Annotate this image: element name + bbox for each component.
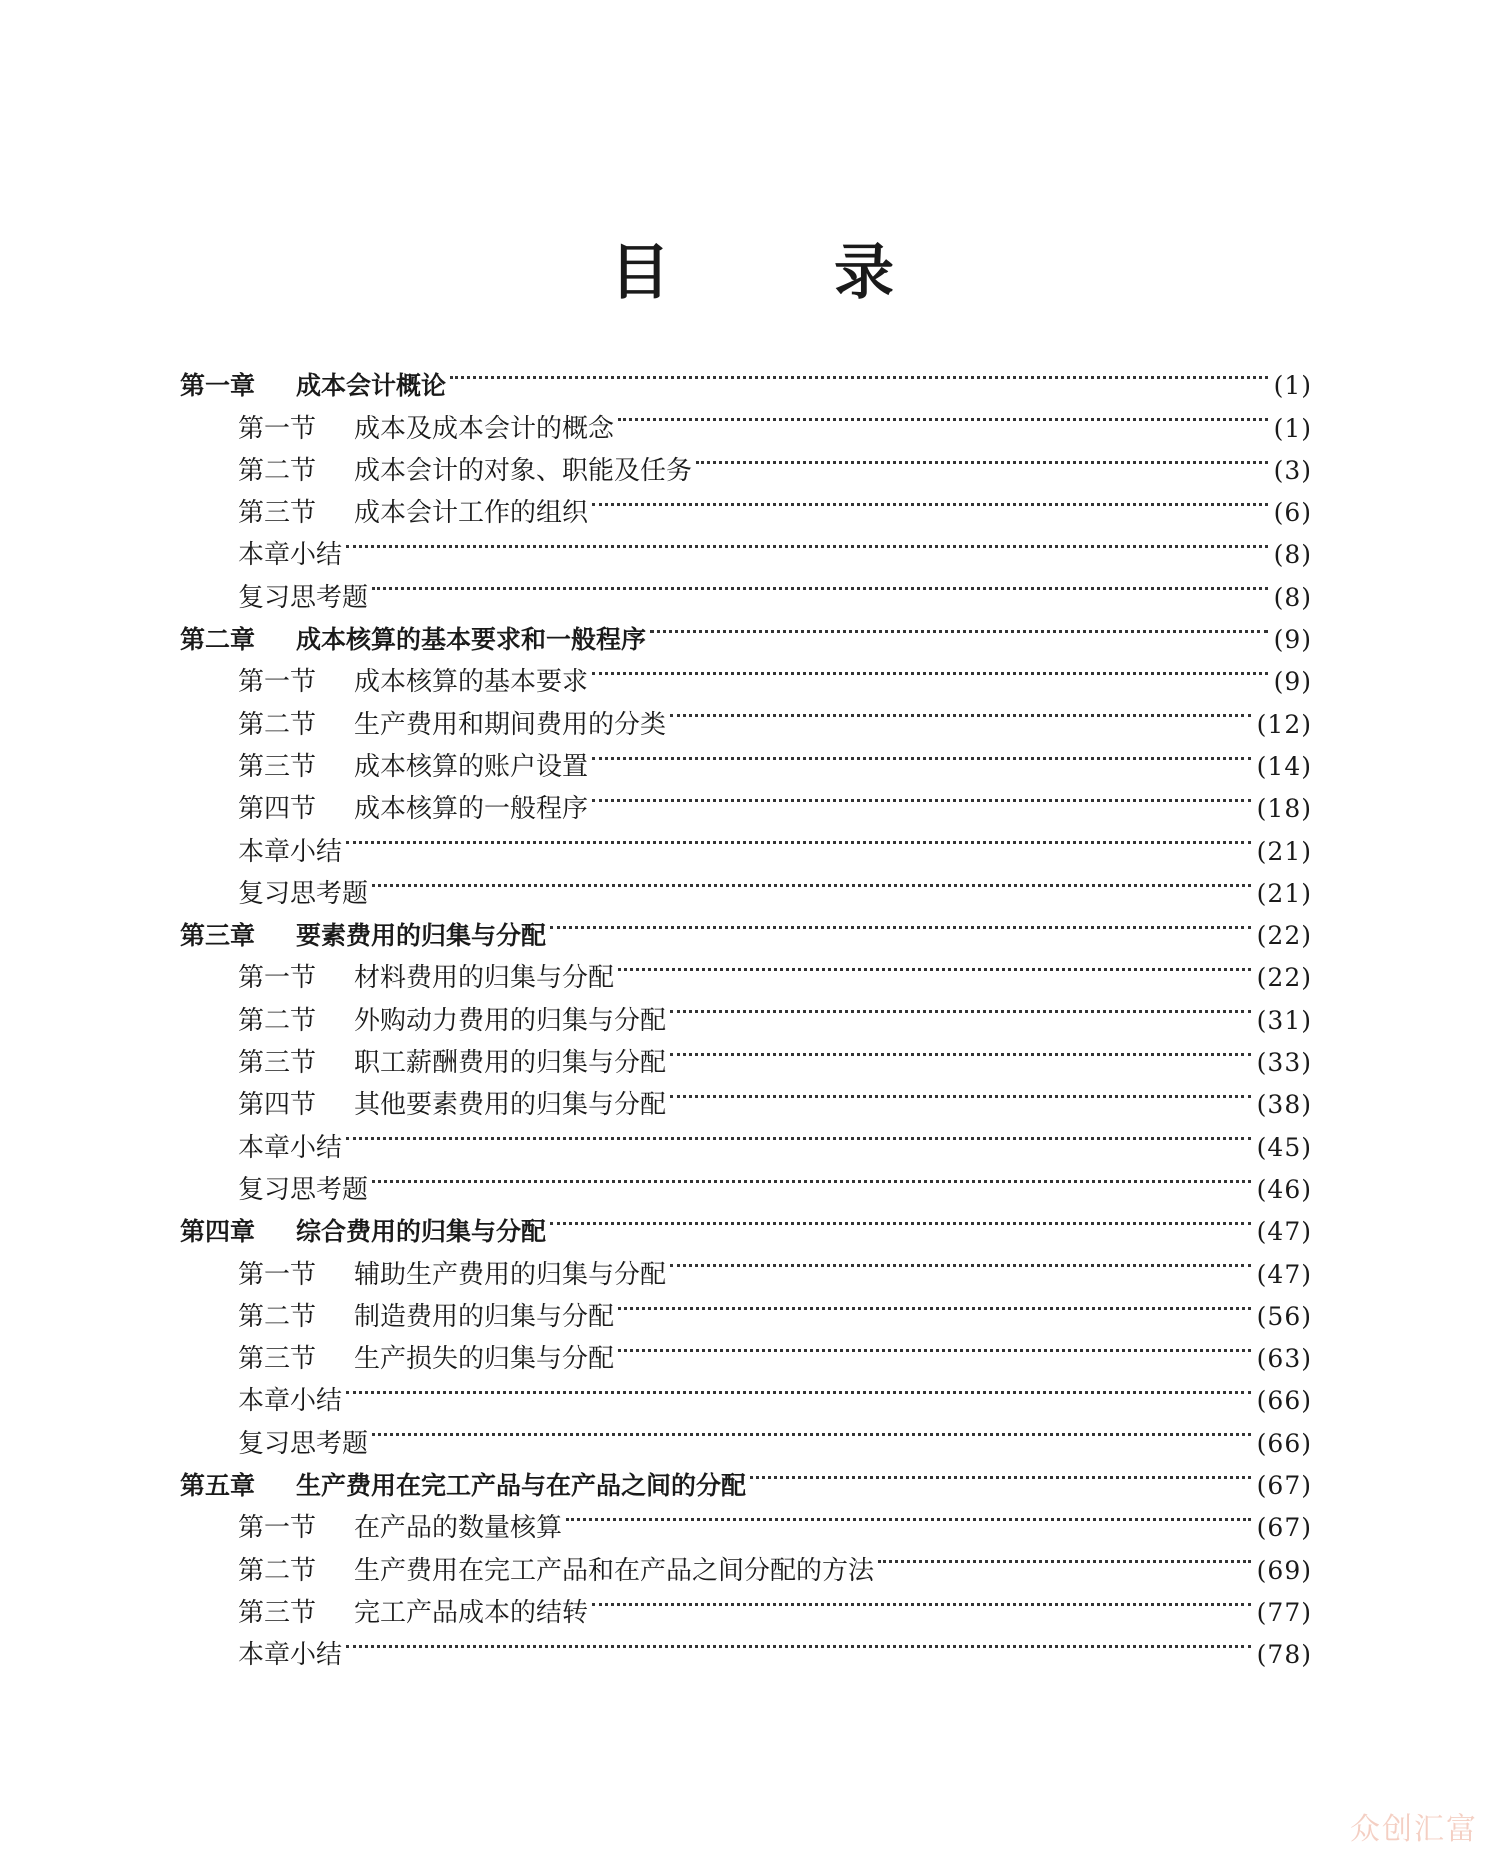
toc-entry-title: 材料费用的归集与分配: [354, 963, 615, 994]
toc-entry-title: 要素费用的归集与分配: [296, 921, 547, 951]
toc-entry-page: (9): [1273, 625, 1312, 655]
toc-entry-page: (3): [1273, 455, 1312, 485]
toc-leader-dots: [592, 648, 1268, 690]
toc-entry-title: 生产损失的归集与分配: [354, 1344, 615, 1375]
toc-leader-dots: [346, 1113, 1251, 1155]
toc-entry-title: 本章小结: [238, 1386, 343, 1417]
toc-entry-page: (45): [1256, 1132, 1312, 1162]
toc-entry-number: 第一节: [238, 413, 317, 444]
toc-leader-dots: [592, 733, 1251, 775]
toc-entry-title: 复习思考题: [238, 1428, 369, 1459]
toc-section-entry: [180, 1409, 1312, 1459]
toc-leader-dots: [618, 1325, 1251, 1367]
toc-entry-page: (22): [1256, 963, 1312, 993]
toc-entry-number: 第四章: [180, 1217, 256, 1247]
toc-leader-dots: [346, 521, 1268, 563]
toc-entry-number: 第二节: [238, 1555, 317, 1586]
table-of-contents: [180, 352, 1312, 1671]
toc-entry-page: (33): [1256, 1048, 1312, 1078]
toc-entry-number: 第三节: [238, 751, 317, 782]
toc-entry-page: (66): [1256, 1428, 1312, 1458]
toc-entry-page: (47): [1256, 1217, 1312, 1247]
toc-leader-dots: [372, 1156, 1251, 1198]
toc-leader-dots: [372, 1409, 1251, 1451]
toc-entry-page: (1): [1273, 371, 1312, 401]
toc-leader-dots: [670, 1240, 1251, 1282]
toc-leader-dots: [618, 944, 1251, 986]
toc-entry-title: 成本会计的对象、职能及任务: [354, 455, 693, 486]
toc-leader-dots: [346, 1367, 1251, 1409]
toc-entry-title: 综合费用的归集与分配: [296, 1217, 547, 1247]
toc-entry-title: 成本会计工作的组织: [354, 498, 589, 529]
toc-leader-dots: [566, 1494, 1251, 1536]
toc-entry-number: 第四节: [238, 794, 317, 825]
toc-leader-dots: [650, 606, 1268, 648]
toc-section-entry: [180, 817, 1312, 867]
toc-entry-title: 辅助生产费用的归集与分配: [354, 1259, 667, 1290]
toc-entry-page: (1): [1273, 413, 1312, 443]
toc-entry-title: 生产费用在完工产品和在产品之间分配的方法: [354, 1555, 875, 1586]
toc-entry-page: (63): [1256, 1344, 1312, 1374]
toc-entry-number: 第一节: [238, 1259, 317, 1290]
toc-entry-title: 本章小结: [238, 836, 343, 867]
toc-entry-page: (12): [1256, 709, 1312, 739]
toc-entry-page: (31): [1256, 1005, 1312, 1035]
toc-entry-number: 第一节: [238, 667, 317, 698]
toc-leader-dots: [372, 563, 1268, 605]
toc-entry-title: 本章小结: [238, 1640, 343, 1671]
toc-entry-title: 成本及成本会计的概念: [354, 413, 615, 444]
toc-entry-number: 第三节: [238, 498, 317, 529]
toc-entry-number: 第一节: [238, 1513, 317, 1544]
toc-entry-page: (66): [1256, 1386, 1312, 1416]
toc-entry-title: 完工产品成本的结转: [354, 1597, 589, 1628]
toc-leader-dots: [670, 1071, 1251, 1113]
toc-entry-number: 第四节: [238, 1090, 317, 1121]
toc-entry-title: 本章小结: [238, 1132, 343, 1163]
toc-entry-number: 第二节: [238, 1005, 317, 1036]
toc-entry-title: 复习思考题: [238, 1174, 369, 1205]
toc-entry-title: 职工薪酬费用的归集与分配: [354, 1048, 667, 1079]
toc-entry-title: 其他要素费用的归集与分配: [354, 1090, 667, 1121]
toc-entry-title: 外购动力费用的归集与分配: [354, 1005, 667, 1036]
toc-entry-title: 复习思考题: [238, 582, 369, 613]
toc-entry-number: 第二节: [238, 1301, 317, 1332]
toc-entry-title: 成本核算的基本要求和一般程序: [296, 625, 647, 655]
toc-entry-number: 第一节: [238, 963, 317, 994]
toc-entry-title: 成本核算的基本要求: [354, 667, 589, 698]
toc-leader-dots: [550, 1198, 1251, 1240]
toc-entry-number: 第三节: [238, 1597, 317, 1628]
toc-section-entry: [180, 1113, 1312, 1163]
toc-section-entry: [180, 563, 1312, 613]
toc-entry-number: 第二节: [238, 455, 317, 486]
toc-section-entry: [180, 860, 1312, 909]
toc-entry-title: 制造费用的归集与分配: [354, 1301, 615, 1332]
toc-entry-page: (14): [1256, 751, 1312, 781]
toc-entry-page: (56): [1256, 1301, 1312, 1331]
toc-entry-title: 本章小结: [238, 540, 343, 571]
toc-entry-title: 成本会计概论: [296, 371, 447, 401]
toc-entry-number: 第三章: [180, 921, 256, 951]
toc-entry-page: (78): [1256, 1640, 1312, 1670]
toc-entry-page: (47): [1256, 1259, 1312, 1289]
page-title: 目 录: [610, 238, 946, 308]
watermark: 众创汇富: [1350, 1812, 1478, 1847]
toc-leader-dots: [592, 1579, 1251, 1621]
toc-entry-page: (67): [1256, 1471, 1312, 1501]
toc-entry-title: 成本核算的一般程序: [354, 794, 589, 825]
toc-entry-page: (38): [1256, 1090, 1312, 1120]
toc-leader-dots: [372, 860, 1251, 902]
toc-leader-dots: [346, 817, 1251, 859]
toc-leader-dots: [450, 352, 1268, 394]
toc-section-entry: [180, 1367, 1312, 1417]
toc-entry-page: (8): [1273, 582, 1312, 612]
toc-leader-dots: [592, 775, 1251, 817]
toc-entry-page: (21): [1256, 836, 1312, 866]
toc-entry-page: (8): [1273, 540, 1312, 570]
toc-entry-number: 第一章: [180, 371, 256, 401]
toc-entry-number: 第五章: [180, 1471, 256, 1501]
toc-leader-dots: [618, 1283, 1251, 1325]
toc-leader-dots: [550, 902, 1251, 944]
toc-entry-title: 成本核算的账户设置: [354, 751, 589, 782]
toc-entry-page: (9): [1273, 667, 1312, 697]
toc-entry-number: 第二节: [238, 709, 317, 740]
toc-leader-dots: [670, 1029, 1251, 1071]
toc-leader-dots: [696, 437, 1268, 479]
toc-leader-dots: [592, 479, 1268, 521]
toc-leader-dots: [750, 1452, 1251, 1494]
toc-entry-page: (18): [1256, 794, 1312, 824]
toc-leader-dots: [878, 1536, 1251, 1578]
toc-entry-page: (69): [1256, 1555, 1312, 1585]
toc-entry-number: 第三节: [238, 1344, 317, 1375]
toc-entry-title: 生产费用和期间费用的分类: [354, 709, 667, 740]
toc-entry-number: 第三节: [238, 1048, 317, 1079]
toc-entry-title: 复习思考题: [238, 878, 369, 909]
toc-leader-dots: [670, 690, 1251, 732]
toc-entry-title: 生产费用在完工产品与在产品之间的分配: [296, 1471, 747, 1501]
toc-leader-dots: [618, 394, 1268, 436]
toc-section-entry: [180, 1156, 1312, 1205]
toc-section-entry: [180, 1621, 1312, 1671]
toc-leader-dots: [346, 1621, 1251, 1663]
toc-chapter-entry: [180, 352, 1312, 401]
toc-entry-page: (77): [1256, 1597, 1312, 1627]
toc-entry-number: 第二章: [180, 625, 256, 655]
toc-entry-page: (6): [1273, 498, 1312, 528]
toc-entry-title: 在产品的数量核算: [354, 1513, 563, 1544]
toc-leader-dots: [670, 986, 1251, 1028]
toc-entry-page: (46): [1256, 1174, 1312, 1204]
toc-entry-page: (22): [1256, 921, 1312, 951]
toc-entry-page: (67): [1256, 1513, 1312, 1543]
toc-section-entry: [180, 521, 1312, 571]
toc-entry-page: (21): [1256, 878, 1312, 908]
